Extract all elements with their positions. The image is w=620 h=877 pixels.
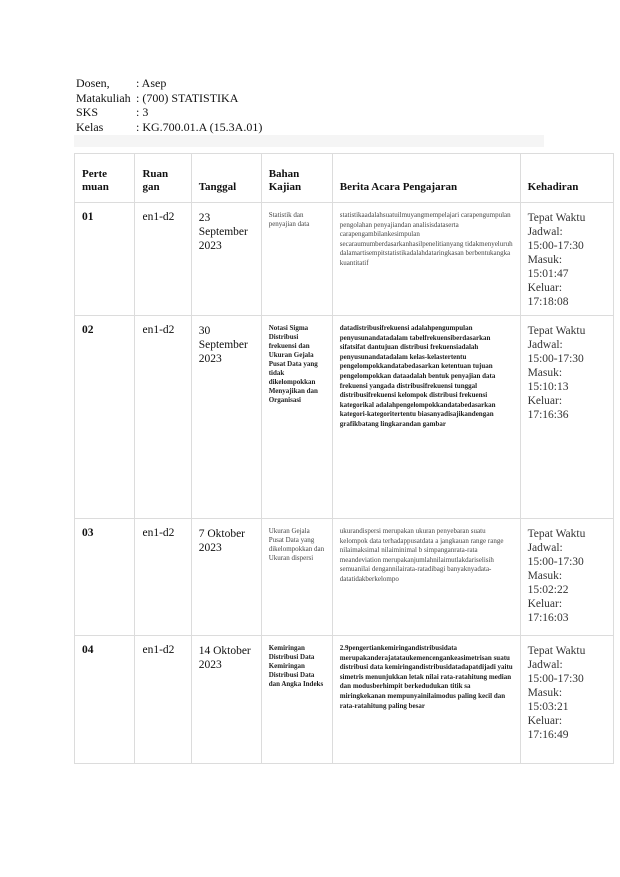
dosen-value: : Asep bbox=[136, 76, 167, 90]
cell-tanggal: 14 Oktober 2023 bbox=[191, 636, 261, 764]
attendance-keluar: 17:16:49 bbox=[527, 729, 569, 741]
cell-kehadiran bbox=[520, 316, 613, 519]
attendance-jadwal: 15:00-17:30 bbox=[527, 673, 584, 685]
cell-kehadiran bbox=[520, 636, 613, 764]
info-row-matakuliah bbox=[76, 91, 262, 106]
attendance-masuk: 15:03:21 bbox=[527, 701, 569, 713]
attendance-masuk-label: Masuk: bbox=[527, 254, 563, 266]
info-row-dosen bbox=[76, 76, 262, 91]
cell-pertemuan: 03 bbox=[75, 519, 135, 636]
attendance-jadwal-label: Jadwal: bbox=[527, 659, 563, 671]
attendance-keluar-label: Keluar: bbox=[527, 715, 563, 727]
cell-tanggal: 7 Oktober 2023 bbox=[191, 519, 261, 636]
attendance-jadwal: 15:00-17:30 bbox=[527, 240, 584, 252]
attendance-masuk-label: Masuk: bbox=[527, 570, 563, 582]
attendance-keluar: 17:16:36 bbox=[527, 409, 569, 421]
cell-kehadiran bbox=[520, 203, 613, 316]
cell-ruangan: en1-d2 bbox=[135, 316, 191, 519]
cell-berita-acara: 2.9pengertiankemiringandistribusidata merupakanderajatataukemencengankeasimetrisan suatu distribusi data kemiringandistribusidatadapatdijadi yaitu simetris menunjukkan letak nilai rata-ratahitung median dan modusberhimpit berkedudukan titik sa miringkekanan mempunyainilaimodus paling kecil dan rata-ratahitung paling besar bbox=[332, 636, 520, 764]
dosen-label: Dosen, bbox=[76, 76, 110, 90]
header-kehadiran: Kehadiran bbox=[520, 154, 613, 203]
info-row-sks bbox=[76, 105, 262, 120]
cell-tanggal: 23 September 2023 bbox=[191, 203, 261, 316]
table-row bbox=[75, 316, 614, 519]
matakuliah-value: : (700) STATISTIKA bbox=[136, 90, 239, 105]
cell-bahan-kajian: Ukuran Gejala Pusat Data yang dikelompokkan dan Ukuran dispersi bbox=[261, 519, 332, 636]
table-row bbox=[75, 519, 614, 636]
table-row bbox=[75, 203, 614, 316]
attendance-status: Tepat Waktu bbox=[527, 645, 586, 657]
attendance-masuk: 15:10:13 bbox=[527, 381, 569, 393]
attendance-status: Tepat Waktu bbox=[527, 212, 586, 224]
attendance-masuk: 15:02:22 bbox=[527, 584, 569, 596]
table-row bbox=[75, 636, 614, 764]
cell-bahan-kajian: Kemiringan Distribusi Data Kemiringan Distribusi Data dan Angka Indeks bbox=[261, 636, 332, 764]
sks-label: SKS bbox=[76, 105, 99, 119]
attendance-jadwal-label: Jadwal: bbox=[527, 339, 563, 351]
attendance-keluar: 17:18:08 bbox=[527, 296, 569, 308]
attendance-jadwal-label: Jadwal: bbox=[527, 542, 563, 554]
info-row-kelas bbox=[76, 120, 262, 135]
cell-pertemuan: 04 bbox=[75, 636, 135, 764]
attendance-table bbox=[74, 153, 614, 764]
attendance-jadwal: 15:00-17:30 bbox=[527, 353, 584, 365]
cell-ruangan: en1-d2 bbox=[135, 519, 191, 636]
cell-ruangan: en1-d2 bbox=[135, 203, 191, 316]
cell-bahan-kajian: Statistik dan penyajian data bbox=[261, 203, 332, 316]
cell-pertemuan: 01 bbox=[75, 203, 135, 316]
table-header-row bbox=[75, 154, 614, 203]
cell-tanggal: 30 September 2023 bbox=[191, 316, 261, 519]
header-ruangan: Ruan gan bbox=[135, 154, 191, 203]
attendance-keluar-label: Keluar: bbox=[527, 598, 563, 610]
header-bahan-kajian: Bahan Kajian bbox=[261, 154, 332, 203]
cell-berita-acara: ukurandispersi merupakan ukuran penyebaran suatu kelompok data terhadappusatdata a jangkauan range range nilaimaksimal nilaiminimal b simpanganrata-rata meandeviation merupakanjumlahnilaimutlakdariselisih semuanilai dengannilairata-ratadibagi banyaknyadata-datatidakberkelompo bbox=[332, 519, 520, 636]
attendance-status: Tepat Waktu bbox=[527, 325, 586, 337]
cell-berita-acara: datadistribusifrekuensi adalahpengumpulan penyusunandatadalam tabelfrekuensiberdasarkan sifatsifat dantujuan distribusi frekuensiadalah penyusunandatadalam kelas-kelastertentu pengelompokkandatabedasarkan ketentuan tujuan pengelompokkan dataadalah bentuk penyajian data frekuensi yangada distribusifrekuensi tunggal distribusifrekuensi kelompok distribusi frekuensi kategorikal adalahpengelompokkandatabedasarkan kategori-kategoritertentu biasanyadisajikandengan grafikbatang lingkarandan gambar bbox=[332, 316, 520, 519]
kelas-label: Kelas bbox=[76, 119, 104, 134]
attendance-keluar: 17:16:03 bbox=[527, 612, 569, 624]
attendance-status: Tepat Waktu bbox=[527, 528, 586, 540]
attendance-jadwal-label: Jadwal: bbox=[527, 226, 563, 238]
cell-berita-acara: statistikaadalahsuatuilmuyangmempelajari carapengumpulan pengolahan penyajiandan analisisdataserta carapengambilankesimpulan secaraumumberdasarkanhasilpenelitianyang tidakmenyeluruh dalamartisempitstatistikadalahdataringkasan berbentukangka kuantitatif bbox=[332, 203, 520, 316]
kelas-value: : KG.700.01.A (15.3A.01) bbox=[136, 119, 263, 134]
attendance-keluar-label: Keluar: bbox=[527, 282, 563, 294]
cell-pertemuan: 02 bbox=[75, 316, 135, 519]
header-pertemuan: Perte muan bbox=[75, 154, 135, 203]
attendance-jadwal: 15:00-17:30 bbox=[527, 556, 584, 568]
separator-bar bbox=[74, 135, 544, 147]
attendance-masuk-label: Masuk: bbox=[527, 687, 563, 699]
matakuliah-label: Matakuliah bbox=[76, 90, 131, 105]
attendance-masuk-label: Masuk: bbox=[527, 367, 563, 379]
cell-kehadiran bbox=[520, 519, 613, 636]
course-info bbox=[76, 76, 262, 134]
attendance-masuk: 15:01:47 bbox=[527, 268, 569, 280]
sks-value: : 3 bbox=[136, 105, 149, 119]
attendance-keluar-label: Keluar: bbox=[527, 395, 563, 407]
cell-bahan-kajian: Notasi Sigma Distribusi frekuensi dan Ukuran Gejala Pusat Data yang tidak dikelompokkan Menyajikan dan Organisasi bbox=[261, 316, 332, 519]
cell-ruangan: en1-d2 bbox=[135, 636, 191, 764]
header-tanggal: Tanggal bbox=[191, 154, 261, 203]
header-berita-acara: Berita Acara Pengajaran bbox=[332, 154, 520, 203]
